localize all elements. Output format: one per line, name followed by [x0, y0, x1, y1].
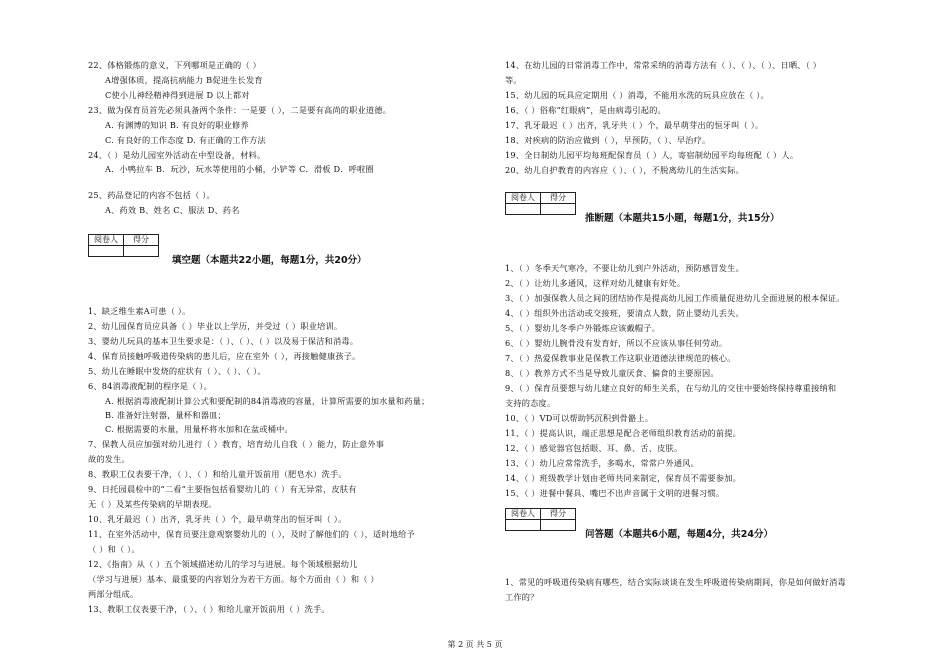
judge-item: 15、（ ）进餐中餐具、嘴巴不出声音属于文明的进餐习惯。	[505, 488, 725, 498]
question-line: C使小儿神经精神得到进展 D 以上都对	[105, 90, 250, 100]
question-line: A增强体质，提高抗病能力 B促进生长发育	[105, 75, 263, 85]
question-line: 6、84消毒液配制的程序是（ ）。	[88, 381, 212, 391]
question-line: 5、幼儿在睡眠中发烧的症状有（ ）、（ ）、（ ）。	[88, 366, 266, 376]
score-cell[interactable]	[541, 204, 576, 215]
judge-item: 5、（ ）婴幼儿冬季户外锻炼应该戴帽子。	[505, 323, 661, 333]
question-line: 7、保教人员应加强对幼儿进行（ ）教育，培育幼儿自我（ ）能力，防止意外事	[88, 439, 385, 449]
score-cell[interactable]	[124, 246, 159, 257]
question-line: 17、乳牙最迟（ ）出齐，乳牙共（ ）个，最早萌芽出的恒牙叫（ ）。	[505, 120, 764, 130]
question-line: 18、对疾病的防治应做到（ ），早预防，（ ）、早治疗。	[505, 135, 711, 145]
judge-item: 11、（ ）提高认识，端正思想是配合老师组织教育活动的前提。	[505, 428, 741, 438]
question-line: 无（ ）及某些传染病的早期表现。	[88, 499, 217, 509]
reviewer-label: 阅卷人	[506, 193, 541, 204]
section-title-judge: 推断题（本题共15小题，每题1分，共15分）	[585, 213, 780, 224]
question-line: 23、做为保育员首先必须具备两个条件：一是要（ ），二是要有高尚的职业道德。	[88, 105, 392, 115]
judge-item: 4、（ ）组织外出活动或交接班，要清点人数，防止婴幼儿丢失。	[505, 308, 744, 318]
judge-item: 3、（ ）加强保教人员之间的团结协作是提高幼儿园工作质量促进幼儿全面进展的根本保证。	[505, 293, 845, 303]
question-line: 4、保育员接触呼吸道传染病的患儿后，应在室外（ ），再接触健康孩子。	[88, 351, 361, 361]
question-line: A、药效 B、姓名 C、服法 D、药名	[105, 205, 240, 215]
question-line: 15、幼儿园的玩具应定期用（ ）消毒，不能用水洗的玩具应放在（ ）。	[505, 90, 769, 100]
judge-item: 支持的态度。	[505, 398, 556, 408]
reviewer-label: 阅卷人	[506, 509, 541, 520]
question-line: B. 准备好注射器，量杯和器皿；	[105, 410, 226, 420]
judge-item: 6、（ ）婴幼儿腕骨没有发育好，所以不应该从事任何劳动。	[505, 338, 728, 348]
question-line: 19、全日制幼儿园平均每班配保育员（ ）人，寄宿制幼园平均每班配（ ）人。	[505, 150, 799, 160]
score-box-judge	[505, 192, 576, 215]
reviewer-label: 阅卷人	[89, 235, 124, 246]
section-title-fill: 填空题（本题共22小题，每题1分，共20分）	[172, 255, 367, 266]
question-line: 1、缺乏维生素A可患（ ）。	[88, 306, 191, 316]
score-box-fill	[88, 234, 159, 257]
score-cell[interactable]	[541, 520, 576, 531]
score-box-essay	[505, 508, 576, 531]
page-footer: 第 2 页 共 5 页	[447, 640, 503, 649]
judge-item: 8、（ ）教养方式不当是导致儿童厌食、偏食的主要原因。	[505, 368, 719, 378]
question-line: 24、（ ）是幼儿园室外活动在中型设备，材料。	[88, 150, 266, 160]
question-line: 2、幼儿园保育员应具备（ ）毕业以上学历，并受过（ ）职业培训。	[88, 321, 343, 331]
question-line: （学习与进展）基本、最重要的内容划分为若干方面。每个方面由（ ）和（ ）	[88, 574, 379, 584]
reviewer-cell[interactable]	[89, 246, 124, 257]
question-line: 11、在室外活动中，保育员要注意观察婴幼儿的（ ），及时了解他们的（ ），适时地给予	[88, 529, 415, 539]
judge-item: 7、（ ）热爱保教事业是保教工作这职业道德法律规范的核心。	[505, 353, 736, 363]
question-line: 8、教职工仪表要干净，（ ）、（ ）和给儿童开饭前用（肥皂水）洗手。	[88, 469, 347, 479]
score-label: 得分	[541, 193, 576, 204]
question-line: 3、婴幼儿玩具的基本卫生要求是：（ ）、（ ）、（ ）以及易于保洁和消毒。	[88, 336, 359, 346]
question-line: A．小鸭拉车 B．玩沙，玩水等使用的小桶，小铲等 C．滑板 D．呼啦圈	[105, 164, 374, 174]
judge-item: 9、（ ）保育员要想与幼儿建立良好的师生关系，在与幼儿的交往中要始终保持尊重接纳和	[505, 383, 837, 393]
question-line: 22、体格锻炼的意义，下列哪项是正确的（ ）	[88, 60, 261, 70]
question-line: 13、教职工仪表要干净，（ ）、（ ）和给儿童开饭前用（ ）洗手。	[88, 604, 330, 614]
judge-item: 13、（ ）幼儿应常常洗手，多喝水，常常户外通风。	[505, 458, 700, 468]
essay-item: 1、常见的呼吸道传染病有哪些，结合实际谈谈在发生呼吸道传染病期间，你是如何做好消毒	[505, 577, 846, 587]
question-line: 20、幼儿自护教育的内容应（ ）、（ ），不脱离幼儿的生活实际。	[505, 165, 744, 175]
question-line: C. 有良好的工作态度 D. 有正确的工作方法	[105, 135, 266, 145]
question-line: 9、日托园晨检中的“二看”主要指包括看婴幼儿的（ ）有无异常，皮肤有	[88, 484, 357, 494]
question-line: 25、药品登记的内容不包括（ ）。	[88, 190, 215, 200]
score-label: 得分	[124, 235, 159, 246]
judge-item: 14、（ ）班级教学计划由老师共同来制定，保育员不需要参加。	[505, 473, 741, 483]
question-line: 16、（ ）俗称“红眼病”，是由病毒引起的。	[505, 105, 666, 115]
judge-item: 12、（ ）感觉器官包括眼、耳、鼻、舌、皮肤。	[505, 443, 683, 453]
question-line: 故的发生。	[88, 454, 130, 464]
question-line: A. 根据消毒液配制计算公式和要配制的84消毒液的容量，计算所需要的加水量和药量；	[105, 396, 430, 406]
essay-item: 工作的？	[505, 592, 539, 602]
score-label: 得分	[541, 509, 576, 520]
question-line: 14、在幼儿园的日常消毒工作中，常常采纳的消毒方法有（ ）、（ ）、（ ）、日晒、（ ）	[505, 60, 822, 70]
question-line: A. 有渊博的知识 B. 有良好的职业修养	[105, 120, 249, 130]
reviewer-cell[interactable]	[506, 520, 541, 531]
question-line: 12、《指南》从（ ）五个领域描述幼儿的学习与进展。每个领域根据幼儿	[88, 559, 358, 569]
question-line: （ ）和（ ）。	[88, 544, 140, 554]
question-line: C. 根据需要的水量，用量杯将水加和在盆或桶中。	[105, 424, 293, 434]
reviewer-cell[interactable]	[506, 204, 541, 215]
judge-item: 2、（ ）让幼儿多通风，这样对幼儿健康有好处。	[505, 278, 686, 288]
judge-item: 10、（ ）VD可以帮助钙沉积到骨骼上。	[505, 413, 654, 423]
question-line: 等。	[505, 75, 522, 85]
judge-item: 1、（ ）冬季天气寒冷，不要让幼儿到户外活动，预防感冒发生。	[505, 263, 744, 273]
section-title-essay: 问答题（本题共6小题，每题4分，共24分）	[585, 529, 773, 540]
question-line: 两部分组成。	[88, 589, 139, 599]
question-line: 10、乳牙最迟（ ）出齐，乳牙共（ ）个，最早萌芽出的恒牙叫（ ）。	[88, 514, 347, 524]
